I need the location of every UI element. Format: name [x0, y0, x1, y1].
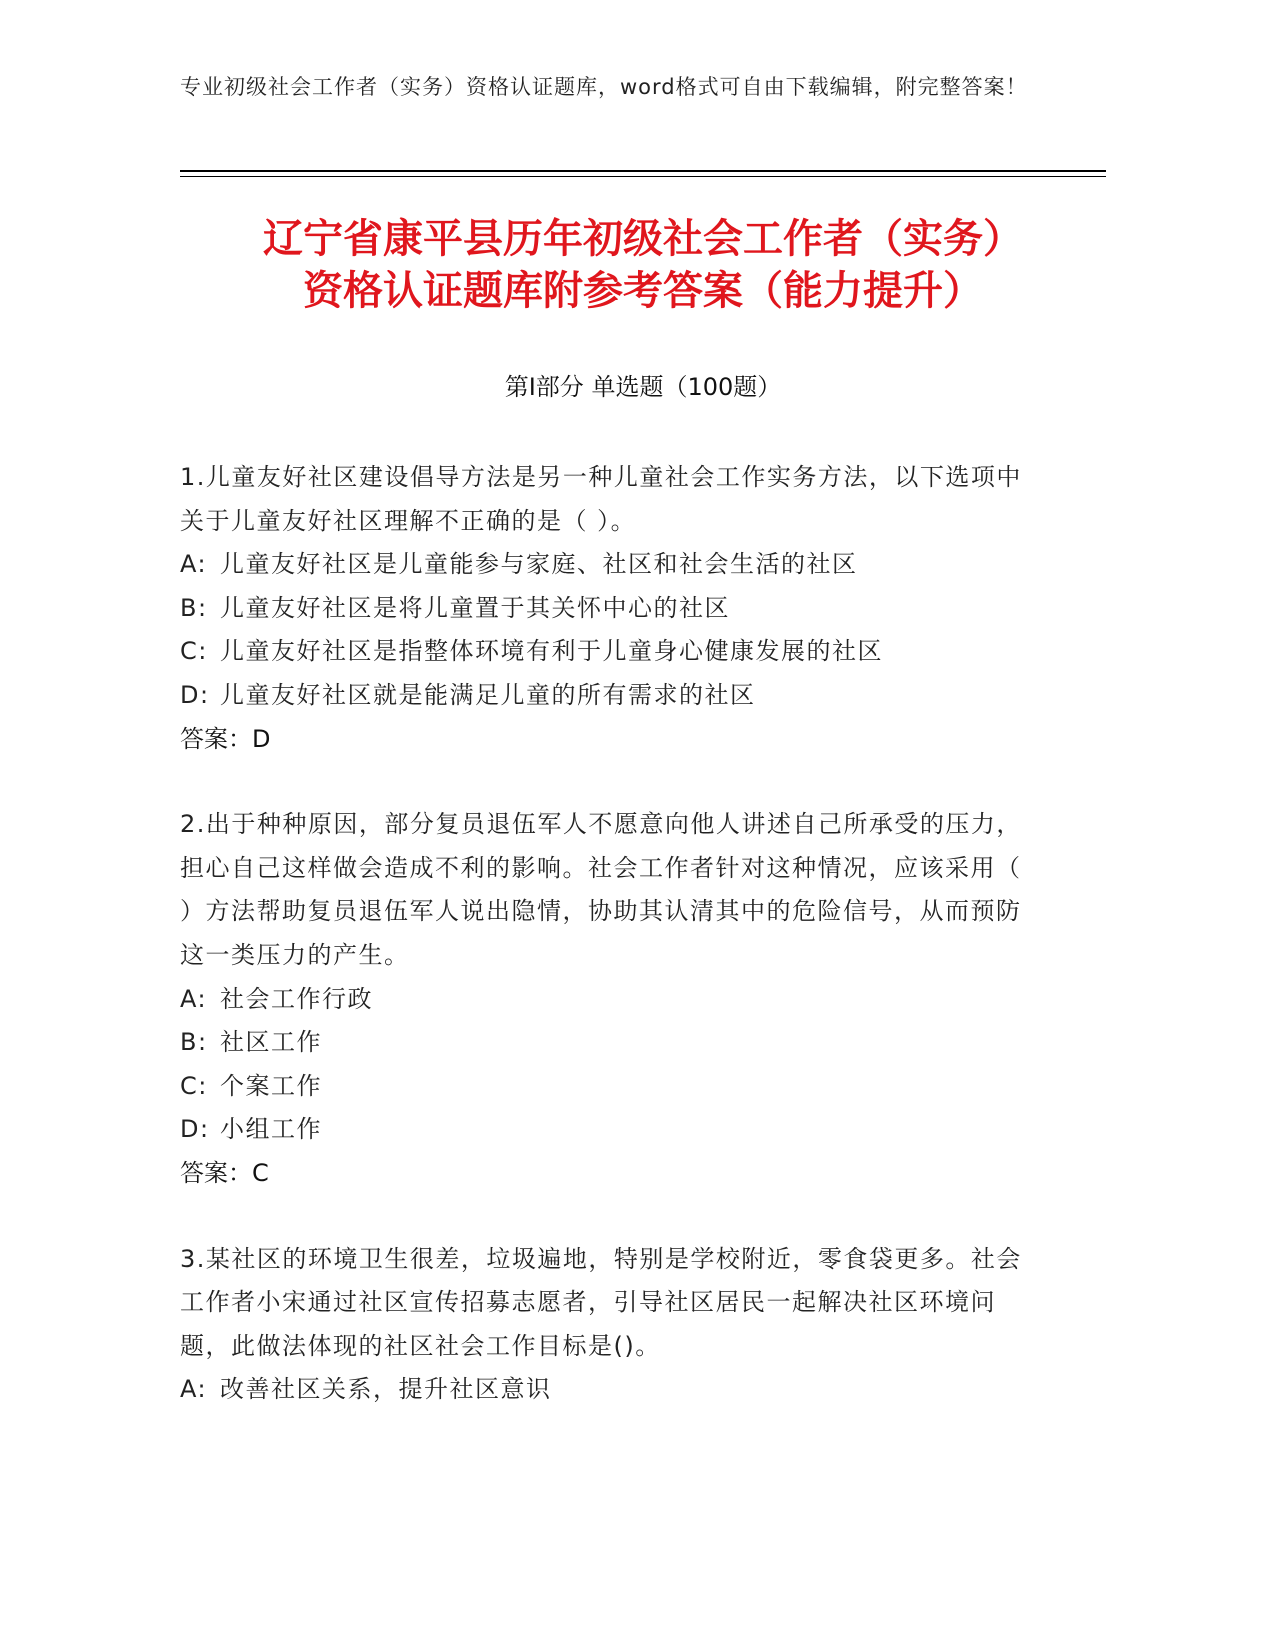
- document-title: [140, 213, 1146, 317]
- option-c: [180, 630, 1040, 674]
- option-letter: A:: [180, 1375, 208, 1404]
- question-1: [180, 456, 1040, 761]
- option-letter: C:: [180, 1071, 208, 1100]
- option-b: [180, 587, 1040, 631]
- option-d: [180, 674, 1040, 718]
- document-title-line-1: 辽宁省康平县历年初级社会工作者（实务）: [263, 216, 1023, 262]
- option-text: 改善社区关系，提升社区意识: [220, 1375, 552, 1404]
- answer: 答案：C: [180, 1158, 269, 1187]
- answer: 答案：D: [180, 724, 271, 753]
- option-letter: A:: [180, 984, 208, 1013]
- document-title-line-2: 资格认证题库附参考答案（能力提升）: [303, 268, 983, 314]
- option-d: [180, 1108, 1040, 1152]
- question-3: [180, 1238, 1040, 1412]
- option-text: 小组工作: [220, 1115, 322, 1144]
- option-a: [180, 1368, 1040, 1412]
- option-text: 社会工作行政: [220, 984, 373, 1013]
- option-text: 儿童友好社区是将儿童置于其关怀中心的社区: [220, 593, 730, 622]
- option-a: [180, 978, 1040, 1022]
- option-text: 儿童友好社区是指整体环境有利于儿童身心健康发展的社区: [220, 637, 883, 666]
- option-letter: D:: [180, 680, 210, 709]
- question-2: [180, 803, 1040, 1195]
- option-letter: B:: [180, 1028, 208, 1057]
- question-stem: 1.儿童友好社区建设倡导方法是另一种儿童社会工作实务方法，以下选项中关于儿童友好社区理解不正确的是（ ）。: [180, 463, 1022, 535]
- question-stem: 2.出于种种原因，部分复员退伍军人不愿意向他人讲述自己所承受的压力，担心自己这样做会造成不利的影响。社会工作者针对这种情况，应该采用（ ）方法帮助复员退伍军人说出隐情，协助其认清其中的危险信号，从而预防这一类压力的产生。: [180, 810, 1022, 969]
- option-letter: C:: [180, 637, 208, 666]
- question-stem: 3.某社区的环境卫生很差，垃圾遍地，特别是学校附近，零食袋更多。社会工作者小宋通过社区宣传招募志愿者，引导社区居民一起解决社区环境问题，此做法体现的社区社会工作目标是()。: [180, 1244, 1022, 1360]
- header-divider-thick: [180, 170, 1106, 172]
- option-letter: D:: [180, 1115, 210, 1144]
- option-letter: A:: [180, 550, 208, 579]
- header-note: 专业初级社会工作者（实务）资格认证题库，word格式可自由下载编辑，附完整答案！: [180, 75, 1028, 99]
- header-divider-thin: [180, 176, 1106, 177]
- option-c: [180, 1065, 1040, 1109]
- option-text: 个案工作: [220, 1071, 322, 1100]
- option-letter: B:: [180, 593, 208, 622]
- option-text: 儿童友好社区就是能满足儿童的所有需求的社区: [220, 680, 756, 709]
- option-a: [180, 543, 1040, 587]
- option-text: 社区工作: [220, 1028, 322, 1057]
- option-text: 儿童友好社区是儿童能参与家庭、社区和社会生活的社区: [220, 550, 858, 579]
- option-b: [180, 1021, 1040, 1065]
- section-heading: 第Ⅰ部分 单选题（100题）: [504, 373, 782, 401]
- question-list: [180, 456, 1040, 1454]
